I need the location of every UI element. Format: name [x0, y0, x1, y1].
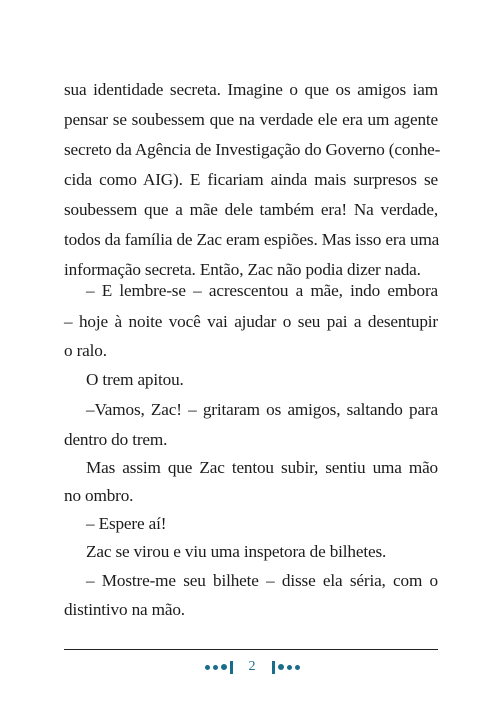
dot-icon — [205, 665, 210, 670]
footer-rule — [64, 649, 438, 650]
text-line-13: dentro do trem. — [64, 430, 168, 449]
text-line-8: – E lembre-se – acrescentou a mãe, indo embora — [86, 281, 438, 300]
text-line-5: soubessem que a mãe dele também era! Na verdade, — [64, 200, 438, 219]
text-line-12: –Vamos, Zac! – gritaram os amigos, saltando para — [86, 400, 438, 419]
dot-icon — [287, 665, 292, 670]
text-line-18: – Mostre-me seu bilhete – disse ela séria, com o — [86, 571, 438, 590]
dot-icon — [278, 664, 284, 670]
text-line-17: Zac se virou e viu uma inspetora de bilhetes. — [86, 542, 387, 561]
text-line-2: pensar se soubessem que na verdade ele era um agente — [64, 110, 438, 129]
text-line-1: sua identidade secreta. Imagine o que os amigos iam — [64, 80, 438, 99]
text-line-6: todos da família de Zac eram espiões. Mas isso era uma — [64, 230, 440, 249]
page-number: 2 — [248, 659, 256, 674]
text-line-10: o ralo. — [64, 341, 107, 360]
text-line-15: no ombro. — [64, 486, 134, 505]
dot-icon — [213, 665, 218, 670]
dot-icon — [221, 664, 227, 670]
text-line-11: O trem apitou. — [86, 370, 184, 389]
text-line-7: informação secreta. Então, Zac não podia dizer nada. — [64, 260, 421, 279]
text-line-14: Mas assim que Zac tentou subir, sentiu uma mão — [86, 458, 438, 477]
text-line-9: – hoje à noite você vai ajudar o seu pai a desentupir — [64, 312, 438, 331]
text-line-3: secreto da Agência de Investigação do Governo (conhe- — [64, 140, 441, 159]
page-footer — [0, 657, 504, 677]
text-line-4: cida como AIG). E ficariam ainda mais surpresos se — [64, 170, 438, 189]
text-line-19: distintivo na mão. — [64, 600, 185, 619]
right-dots-bar-ornament-icon — [272, 661, 300, 674]
dot-icon — [295, 665, 300, 670]
bar-icon — [272, 661, 275, 674]
bar-icon — [230, 661, 233, 674]
left-dots-bar-ornament-icon — [205, 661, 233, 674]
text-line-16: – Espere aí! — [86, 514, 167, 533]
